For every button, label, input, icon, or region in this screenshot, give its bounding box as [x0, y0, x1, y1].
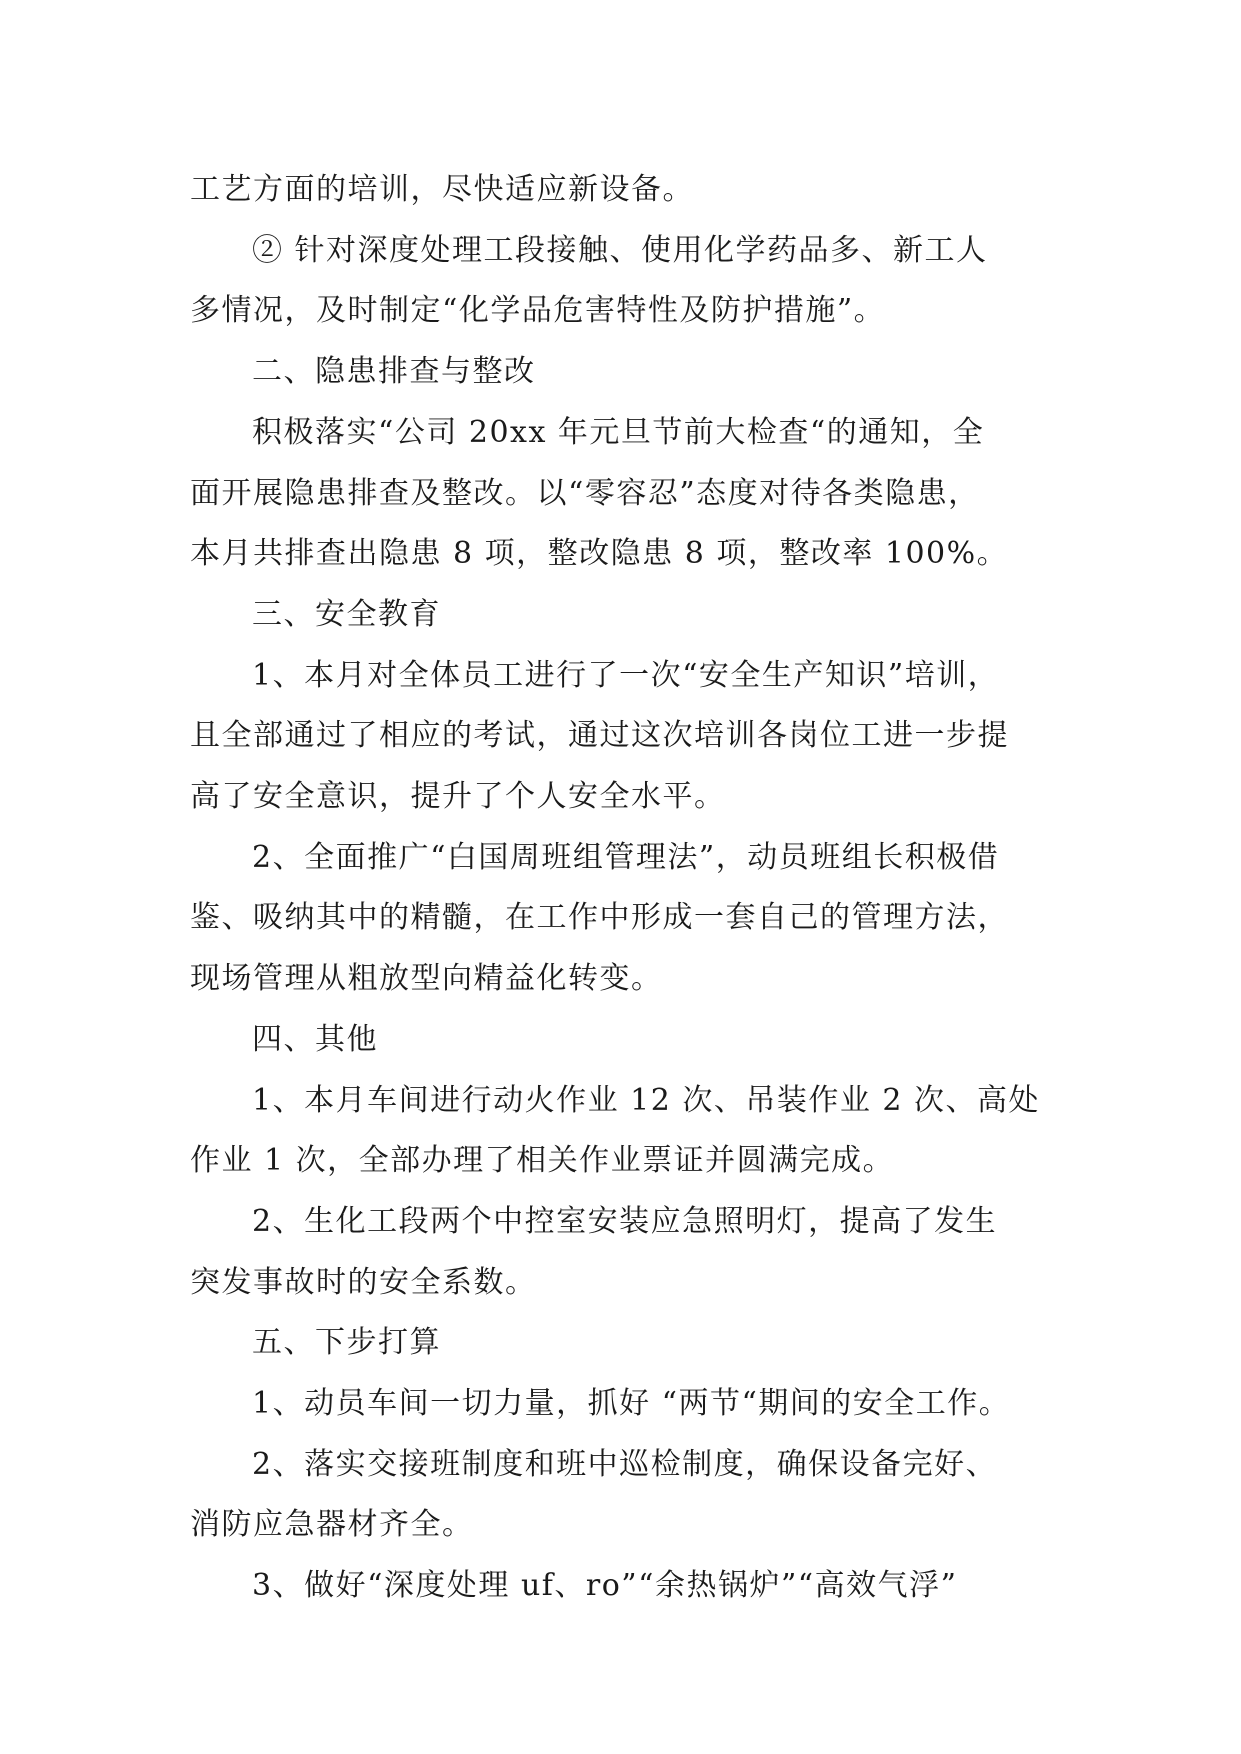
text-line: 消防应急器材齐全。 — [190, 1507, 474, 1543]
text-line: ② 针对深度处理工段接触、使用化学药品多、新工人 — [252, 232, 988, 268]
text-line: 面开展隐患排查及整改。以“零容忍”态度对待各类隐患， — [190, 475, 980, 511]
text-line: 1、本月对全体员工进行了一次“安全生产知识”培训， — [252, 657, 1000, 693]
text-line: 作业 1 次，全部办理了相关作业票证并圆满完成。 — [190, 1143, 895, 1179]
section-heading: 二、隐患排查与整改 — [252, 354, 536, 390]
text-line: 多情况，及时制定“化学品危害特性及防护措施”。 — [190, 293, 886, 329]
section-heading: 三、安全教育 — [252, 596, 441, 632]
text-line: 2、生化工段两个中控室安装应急照明灯，提高了发生 — [252, 1203, 998, 1239]
text-line: 且全部通过了相应的考试，通过这次培训各岗位工进一步提 — [190, 718, 1009, 754]
section-heading: 四、其他 — [252, 1021, 378, 1057]
text-line: 本月共排查出隐患 8 项，整改隐患 8 项，整改率 100%。 — [190, 536, 1009, 572]
text-line: 鉴、吸纳其中的精髓，在工作中形成一套自己的管理方法， — [190, 900, 1009, 936]
text-line: 2、全面推广“白国周班组管理法”，动员班组长积极借 — [252, 839, 1000, 875]
document-body — [190, 160, 1060, 1617]
text-line: 2、落实交接班制度和班中巡检制度，确保设备完好、 — [252, 1446, 998, 1482]
text-line: 现场管理从粗放型向精益化转变。 — [190, 961, 663, 997]
section-heading: 五、下步打算 — [252, 1325, 441, 1361]
text-line: 1、动员车间一切力量，抓好 “两节“期间的安全工作。 — [252, 1386, 1011, 1422]
text-line: 工艺方面的培训，尽快适应新设备。 — [190, 172, 694, 207]
text-line: 1、本月车间进行动火作业 12 次、吊装作业 2 次、高处 — [252, 1082, 1040, 1118]
text-line: 3、做好“深度处理 uf、ro”“余热锅炉”“高效气浮” — [252, 1568, 958, 1604]
text-line: 积极落实“公司 20xx 年元旦节前大检查“的通知，全 — [252, 414, 985, 450]
text-line: 高了安全意识，提升了个人安全水平。 — [190, 779, 726, 815]
text-line: 突发事故时的安全系数。 — [190, 1264, 537, 1300]
